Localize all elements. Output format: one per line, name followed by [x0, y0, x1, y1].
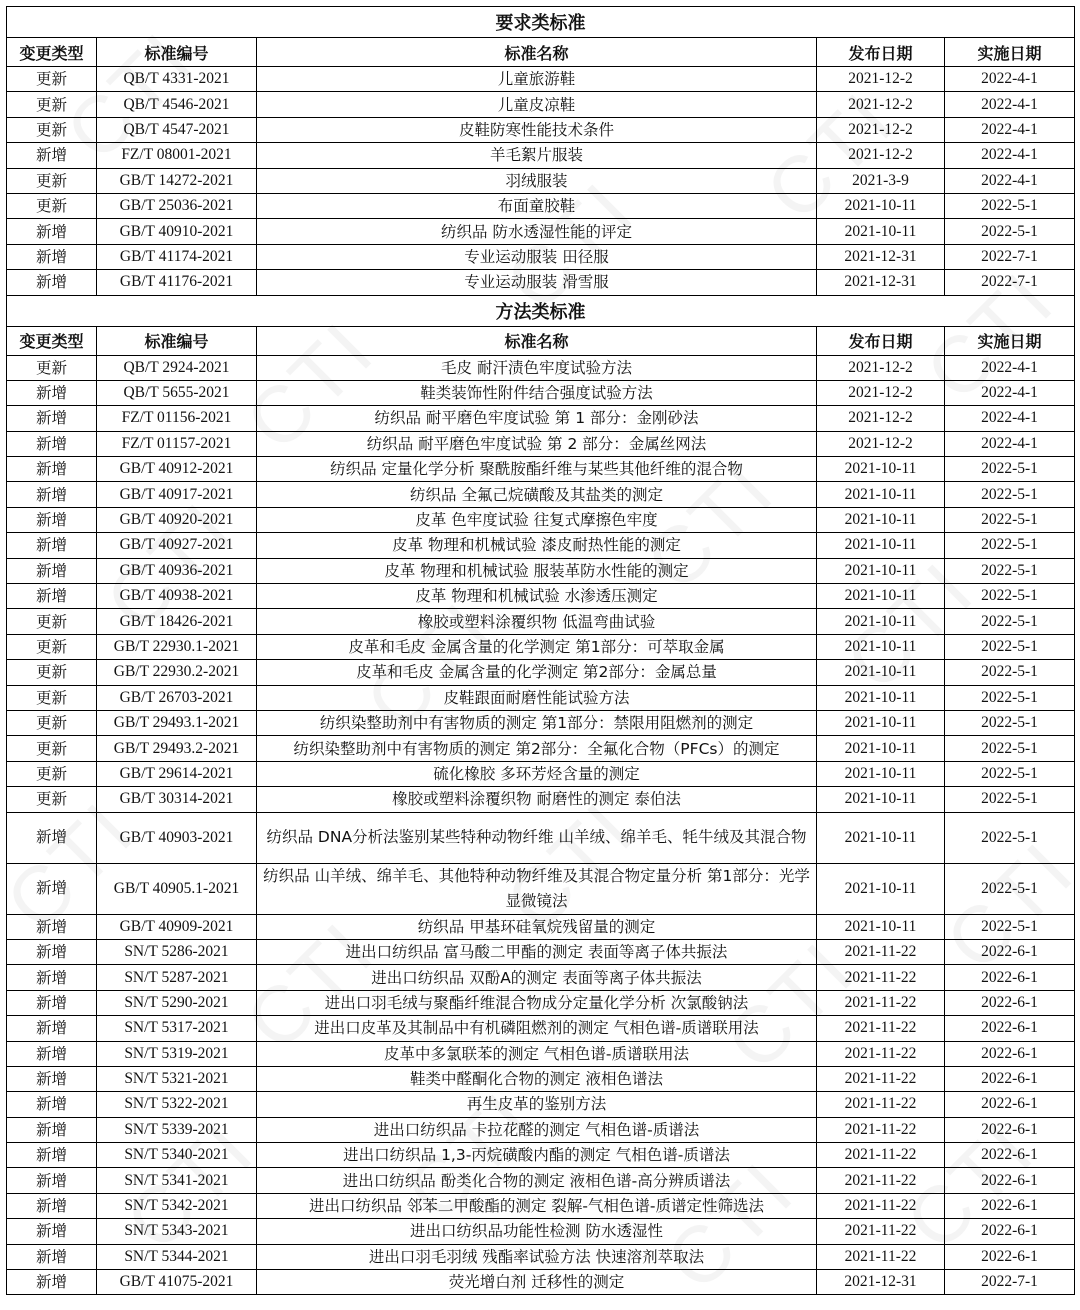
- standard-name-cell: 进出口纺织品 酚类化合物的测定 液相色谱-高分辨质谱法: [257, 1168, 817, 1193]
- change-type-cell: 新增: [7, 914, 97, 939]
- effective-date-cell: 2022-6-1: [945, 1143, 1075, 1168]
- publish-date-cell: 2021-11-22: [817, 1066, 945, 1091]
- change-type-cell: 更新: [7, 660, 97, 685]
- change-type-cell: 新增: [7, 1092, 97, 1117]
- standard-name-cell: 纺织染整助剂中有害物质的测定 第2部分：全氟化合物（PFCs）的测定: [257, 736, 817, 761]
- standard-name-cell: 皮革 物理和机械试验 漆皮耐热性能的测定: [257, 533, 817, 558]
- change-type-cell: 新增: [7, 380, 97, 405]
- effective-date-header: 实施日期: [945, 326, 1075, 355]
- publish-date-cell: 2021-11-22: [817, 1041, 945, 1066]
- table-row: [7, 168, 1075, 193]
- publish-date-cell: 2021-11-22: [817, 1244, 945, 1269]
- change-type-cell: 更新: [7, 355, 97, 380]
- publish-date-cell: 2021-10-11: [817, 863, 945, 914]
- publish-date-cell: 2021-12-31: [817, 244, 945, 269]
- standard-code-cell: GB/T 41075-2021: [97, 1270, 257, 1295]
- standard-code-cell: GB/T 30314-2021: [97, 787, 257, 812]
- effective-date-cell: 2022-6-1: [945, 990, 1075, 1015]
- standard-name-cell: 进出口纺织品 1,3-丙烷磺酸内酯的测定 气相色谱-质谱法: [257, 1143, 817, 1168]
- standard-name-cell: 纺织品 甲基环硅氧烷残留量的测定: [257, 914, 817, 939]
- standard-name-cell: 进出口纺织品功能性检测 防水透湿性: [257, 1219, 817, 1244]
- standard-name-cell: 皮革 物理和机械试验 服装革防水性能的测定: [257, 558, 817, 583]
- standard-code-cell: GB/T 40905.1-2021: [97, 863, 257, 914]
- standard-code-cell: SN/T 5290-2021: [97, 990, 257, 1015]
- change-type-cell: 更新: [7, 168, 97, 193]
- standard-name-cell: 橡胶或塑料涂覆织物 低温弯曲试验: [257, 609, 817, 634]
- publish-date-cell: 2021-3-9: [817, 168, 945, 193]
- change-type-cell: 新增: [7, 939, 97, 964]
- table-row: [7, 406, 1075, 431]
- publish-date-cell: 2021-10-11: [817, 710, 945, 735]
- publish-date-cell: 2021-10-11: [817, 558, 945, 583]
- standard-code-cell: GB/T 40910-2021: [97, 219, 257, 244]
- change-type-cell: 新增: [7, 406, 97, 431]
- table-row: [7, 67, 1075, 92]
- change-type-cell: 新增: [7, 270, 97, 295]
- section-title: 要求类标准: [7, 7, 1075, 38]
- publish-date-cell: 2021-11-22: [817, 939, 945, 964]
- table-row: [7, 380, 1075, 405]
- table-row: [7, 558, 1075, 583]
- standard-code-cell: GB/T 29493.2-2021: [97, 736, 257, 761]
- change-type-header: 变更类型: [7, 38, 97, 67]
- change-type-cell: 新增: [7, 965, 97, 990]
- table-row: [7, 482, 1075, 507]
- publish-date-cell: 2021-12-2: [817, 67, 945, 92]
- standards-table: [6, 6, 1075, 1295]
- effective-date-cell: 2022-6-1: [945, 1244, 1075, 1269]
- table-row: [7, 1219, 1075, 1244]
- change-type-cell: 更新: [7, 67, 97, 92]
- publish-date-cell: 2021-11-22: [817, 1219, 945, 1244]
- standard-code-cell: GB/T 18426-2021: [97, 609, 257, 634]
- standard-code-cell: GB/T 26703-2021: [97, 685, 257, 710]
- standard-name-cell: 橡胶或塑料涂覆织物 耐磨性的测定 泰伯法: [257, 787, 817, 812]
- publish-date-cell: 2021-11-22: [817, 1168, 945, 1193]
- standard-code-cell: QB/T 4331-2021: [97, 67, 257, 92]
- standard-name-cell: 进出口纺织品 富马酸二甲酯的测定 表面等离子体共振法: [257, 939, 817, 964]
- publish-date-cell: 2021-11-22: [817, 990, 945, 1015]
- publish-date-cell: 2021-11-22: [817, 1092, 945, 1117]
- effective-date-cell: 2022-5-1: [945, 584, 1075, 609]
- standard-code-cell: SN/T 5317-2021: [97, 1016, 257, 1041]
- section-title-row: [7, 7, 1075, 38]
- table-row: [7, 143, 1075, 168]
- standard-name-cell: 皮革 物理和机械试验 水渗透压测定: [257, 584, 817, 609]
- publish-date-cell: 2021-10-11: [817, 761, 945, 786]
- standard-name-cell: 进出口皮革及其制品中有机磷阻燃剂的测定 气相色谱-质谱联用法: [257, 1016, 817, 1041]
- change-type-cell: 新增: [7, 457, 97, 482]
- table-row: [7, 533, 1075, 558]
- change-type-cell: 更新: [7, 685, 97, 710]
- change-type-cell: 更新: [7, 117, 97, 142]
- standard-name-cell: 进出口纺织品 卡拉花醛的测定 气相色谱-质谱法: [257, 1117, 817, 1142]
- standard-code-cell: SN/T 5286-2021: [97, 939, 257, 964]
- effective-date-cell: 2022-6-1: [945, 1168, 1075, 1193]
- effective-date-cell: 2022-5-1: [945, 812, 1075, 863]
- standard-code-cell: GB/T 40909-2021: [97, 914, 257, 939]
- standard-code-cell: GB/T 40927-2021: [97, 533, 257, 558]
- standard-code-cell: QB/T 4546-2021: [97, 92, 257, 117]
- table-row: [7, 584, 1075, 609]
- effective-date-cell: 2022-5-1: [945, 660, 1075, 685]
- table-row: [7, 270, 1075, 295]
- standard-name-cell: 鞋类中醛酮化合物的测定 液相色谱法: [257, 1066, 817, 1091]
- standard-name-cell: 纺织品 防水透湿性能的评定: [257, 219, 817, 244]
- effective-date-cell: 2022-6-1: [945, 1066, 1075, 1091]
- table-header-row: [7, 326, 1075, 355]
- standard-name-cell: 进出口纺织品 双酚A的测定 表面等离子体共振法: [257, 965, 817, 990]
- standard-code-cell: GB/T 40917-2021: [97, 482, 257, 507]
- standard-name-cell: 荧光增白剂 迁移性的测定: [257, 1270, 817, 1295]
- effective-date-cell: 2022-4-1: [945, 143, 1075, 168]
- standard-code-header: 标准编号: [97, 38, 257, 67]
- standard-name-cell: 纺织染整助剂中有害物质的测定 第1部分：禁限用阻燃剂的测定: [257, 710, 817, 735]
- standard-name-cell: 纺织品 耐平磨色牢度试验 第 2 部分：金属丝网法: [257, 431, 817, 456]
- table-row: [7, 1117, 1075, 1142]
- standard-name-cell: 儿童皮凉鞋: [257, 92, 817, 117]
- standard-name-cell: 皮革中多氯联苯的测定 气相色谱-质谱联用法: [257, 1041, 817, 1066]
- effective-date-cell: 2022-6-1: [945, 939, 1075, 964]
- effective-date-header: 实施日期: [945, 38, 1075, 67]
- effective-date-cell: 2022-5-1: [945, 787, 1075, 812]
- standard-name-cell: 皮革和毛皮 金属含量的化学测定 第2部分：金属总量: [257, 660, 817, 685]
- table-row: [7, 244, 1075, 269]
- standard-code-cell: GB/T 29614-2021: [97, 761, 257, 786]
- table-row: [7, 685, 1075, 710]
- standard-name-cell: 再生皮革的鉴别方法: [257, 1092, 817, 1117]
- change-type-cell: 新增: [7, 1066, 97, 1091]
- effective-date-cell: 2022-5-1: [945, 914, 1075, 939]
- standard-name-header: 标准名称: [257, 38, 817, 67]
- standard-name-cell: 皮鞋防寒性能技术条件: [257, 117, 817, 142]
- change-type-cell: 更新: [7, 634, 97, 659]
- standard-code-cell: GB/T 40936-2021: [97, 558, 257, 583]
- effective-date-cell: 2022-7-1: [945, 1270, 1075, 1295]
- table-row: [7, 609, 1075, 634]
- publish-date-cell: 2021-10-11: [817, 609, 945, 634]
- change-type-cell: 新增: [7, 1117, 97, 1142]
- publish-date-cell: 2021-12-2: [817, 355, 945, 380]
- table-row: [7, 660, 1075, 685]
- standard-name-cell: 纺织品 山羊绒、绵羊毛、其他特种动物纤维及其混合物定量分析 第1部分：光学显微镜法: [257, 863, 817, 914]
- standard-code-header: 标准编号: [97, 326, 257, 355]
- change-type-cell: 更新: [7, 761, 97, 786]
- effective-date-cell: 2022-6-1: [945, 1117, 1075, 1142]
- change-type-cell: 新增: [7, 219, 97, 244]
- standard-code-cell: FZ/T 08001-2021: [97, 143, 257, 168]
- effective-date-cell: 2022-5-1: [945, 482, 1075, 507]
- table-row: [7, 457, 1075, 482]
- change-type-cell: 更新: [7, 92, 97, 117]
- publish-date-cell: 2021-11-22: [817, 1117, 945, 1142]
- effective-date-cell: 2022-5-1: [945, 219, 1075, 244]
- standard-code-cell: SN/T 5322-2021: [97, 1092, 257, 1117]
- table-row: [7, 1016, 1075, 1041]
- change-type-cell: 新增: [7, 1041, 97, 1066]
- section-title-row: [7, 295, 1075, 326]
- table-row: [7, 117, 1075, 142]
- effective-date-cell: 2022-6-1: [945, 965, 1075, 990]
- effective-date-cell: 2022-6-1: [945, 1193, 1075, 1218]
- table-row: [7, 92, 1075, 117]
- table-row: [7, 939, 1075, 964]
- effective-date-cell: 2022-4-1: [945, 168, 1075, 193]
- change-type-cell: 新增: [7, 584, 97, 609]
- standard-name-cell: 进出口羽毛羽绒 残酯率试验方法 快速溶剂萃取法: [257, 1244, 817, 1269]
- change-type-cell: 新增: [7, 1168, 97, 1193]
- effective-date-cell: 2022-5-1: [945, 634, 1075, 659]
- table-row: [7, 761, 1075, 786]
- change-type-cell: 新增: [7, 143, 97, 168]
- publish-date-cell: 2021-10-11: [817, 533, 945, 558]
- publish-date-cell: 2021-10-11: [817, 685, 945, 710]
- standard-code-cell: GB/T 29493.1-2021: [97, 710, 257, 735]
- effective-date-cell: 2022-4-1: [945, 406, 1075, 431]
- standard-name-cell: 纺织品 耐平磨色牢度试验 第 1 部分：金刚砂法: [257, 406, 817, 431]
- standard-name-cell: 毛皮 耐汗渍色牢度试验方法: [257, 355, 817, 380]
- standard-name-cell: 纺织品 全氟己烷磺酸及其盐类的测定: [257, 482, 817, 507]
- change-type-cell: 新增: [7, 558, 97, 583]
- table-row: [7, 219, 1075, 244]
- publish-date-cell: 2021-11-22: [817, 965, 945, 990]
- change-type-cell: 新增: [7, 431, 97, 456]
- section-title: 方法类标准: [7, 295, 1075, 326]
- standard-code-cell: GB/T 40912-2021: [97, 457, 257, 482]
- change-type-header: 变更类型: [7, 326, 97, 355]
- effective-date-cell: 2022-5-1: [945, 863, 1075, 914]
- change-type-cell: 新增: [7, 1244, 97, 1269]
- table-row: [7, 1092, 1075, 1117]
- standard-name-cell: 鞋类装饰性附件结合强度试验方法: [257, 380, 817, 405]
- change-type-cell: 新增: [7, 1219, 97, 1244]
- effective-date-cell: 2022-5-1: [945, 736, 1075, 761]
- change-type-cell: 新增: [7, 482, 97, 507]
- table-row: [7, 1066, 1075, 1091]
- effective-date-cell: 2022-5-1: [945, 710, 1075, 735]
- standard-name-cell: 皮革和毛皮 金属含量的化学测定 第1部分：可萃取金属: [257, 634, 817, 659]
- change-type-cell: 更新: [7, 193, 97, 218]
- table-row: [7, 990, 1075, 1015]
- publish-date-cell: 2021-10-11: [817, 193, 945, 218]
- change-type-cell: 新增: [7, 1143, 97, 1168]
- table-row: [7, 736, 1075, 761]
- standard-name-cell: 专业运动服装 滑雪服: [257, 270, 817, 295]
- standard-name-cell: 儿童旅游鞋: [257, 67, 817, 92]
- table-row: [7, 1168, 1075, 1193]
- publish-date-cell: 2021-12-2: [817, 143, 945, 168]
- change-type-cell: 新增: [7, 507, 97, 532]
- standard-code-cell: GB/T 40920-2021: [97, 507, 257, 532]
- publish-date-cell: 2021-12-2: [817, 380, 945, 405]
- publish-date-cell: 2021-11-22: [817, 1193, 945, 1218]
- standard-name-header: 标准名称: [257, 326, 817, 355]
- effective-date-cell: 2022-5-1: [945, 558, 1075, 583]
- standard-name-cell: 专业运动服装 田径服: [257, 244, 817, 269]
- standard-name-cell: 皮革 色牢度试验 往复式摩擦色牢度: [257, 507, 817, 532]
- standard-code-cell: QB/T 5655-2021: [97, 380, 257, 405]
- publish-date-cell: 2021-10-11: [817, 584, 945, 609]
- effective-date-cell: 2022-7-1: [945, 244, 1075, 269]
- change-type-cell: 新增: [7, 990, 97, 1015]
- standard-code-cell: QB/T 4547-2021: [97, 117, 257, 142]
- publish-date-cell: 2021-10-11: [817, 787, 945, 812]
- publish-date-cell: 2021-10-11: [817, 219, 945, 244]
- standard-code-cell: FZ/T 01156-2021: [97, 406, 257, 431]
- standard-code-cell: SN/T 5342-2021: [97, 1193, 257, 1218]
- effective-date-cell: 2022-5-1: [945, 609, 1075, 634]
- standard-name-cell: 纺织品 定量化学分析 聚酰胺酯纤维与某些其他纤维的混合物: [257, 457, 817, 482]
- publish-date-cell: 2021-10-11: [817, 634, 945, 659]
- change-type-cell: 新增: [7, 1016, 97, 1041]
- effective-date-cell: 2022-4-1: [945, 380, 1075, 405]
- publish-date-cell: 2021-12-2: [817, 406, 945, 431]
- table-row: [7, 1270, 1075, 1295]
- standard-code-cell: FZ/T 01157-2021: [97, 431, 257, 456]
- effective-date-cell: 2022-6-1: [945, 1016, 1075, 1041]
- publish-date-cell: 2021-12-31: [817, 1270, 945, 1295]
- standard-code-cell: SN/T 5340-2021: [97, 1143, 257, 1168]
- standard-code-cell: GB/T 14272-2021: [97, 168, 257, 193]
- effective-date-cell: 2022-4-1: [945, 117, 1075, 142]
- standard-code-cell: SN/T 5319-2021: [97, 1041, 257, 1066]
- effective-date-cell: 2022-5-1: [945, 533, 1075, 558]
- change-type-cell: 新增: [7, 244, 97, 269]
- table-row: [7, 914, 1075, 939]
- standard-code-cell: GB/T 41174-2021: [97, 244, 257, 269]
- publish-date-cell: 2021-12-2: [817, 117, 945, 142]
- change-type-cell: 更新: [7, 609, 97, 634]
- effective-date-cell: 2022-4-1: [945, 67, 1075, 92]
- effective-date-cell: 2022-6-1: [945, 1092, 1075, 1117]
- publish-date-cell: 2021-11-22: [817, 1143, 945, 1168]
- table-row: [7, 710, 1075, 735]
- table-row: [7, 965, 1075, 990]
- table-row: [7, 812, 1075, 863]
- table-row: [7, 634, 1075, 659]
- publish-date-cell: 2021-10-11: [817, 482, 945, 507]
- effective-date-cell: 2022-6-1: [945, 1219, 1075, 1244]
- change-type-cell: 新增: [7, 533, 97, 558]
- effective-date-cell: 2022-7-1: [945, 270, 1075, 295]
- standards-document: [6, 6, 1074, 1295]
- standard-code-cell: GB/T 22930.2-2021: [97, 660, 257, 685]
- standard-code-cell: SN/T 5339-2021: [97, 1117, 257, 1142]
- standard-name-cell: 羽绒服装: [257, 168, 817, 193]
- publish-date-cell: 2021-12-2: [817, 92, 945, 117]
- effective-date-cell: 2022-6-1: [945, 1041, 1075, 1066]
- standard-code-cell: SN/T 5287-2021: [97, 965, 257, 990]
- table-row: [7, 863, 1075, 914]
- table-row: [7, 355, 1075, 380]
- standard-code-cell: SN/T 5341-2021: [97, 1168, 257, 1193]
- effective-date-cell: 2022-5-1: [945, 507, 1075, 532]
- standard-code-cell: GB/T 22930.1-2021: [97, 634, 257, 659]
- table-row: [7, 431, 1075, 456]
- publish-date-cell: 2021-11-22: [817, 1016, 945, 1041]
- change-type-cell: 新增: [7, 1193, 97, 1218]
- change-type-cell: 新增: [7, 1270, 97, 1295]
- table-row: [7, 1041, 1075, 1066]
- standard-code-cell: GB/T 40938-2021: [97, 584, 257, 609]
- change-type-cell: 更新: [7, 710, 97, 735]
- standard-code-cell: GB/T 41176-2021: [97, 270, 257, 295]
- standards-table-body: [7, 7, 1075, 1295]
- publish-date-cell: 2021-12-31: [817, 270, 945, 295]
- standard-code-cell: GB/T 40903-2021: [97, 812, 257, 863]
- publish-date-cell: 2021-12-2: [817, 431, 945, 456]
- change-type-cell: 更新: [7, 736, 97, 761]
- standard-name-cell: 纺织品 DNA分析法鉴别某些特种动物纤维 山羊绒、绵羊毛、牦牛绒及其混合物: [257, 812, 817, 863]
- change-type-cell: 更新: [7, 787, 97, 812]
- publish-date-cell: 2021-10-11: [817, 914, 945, 939]
- standard-name-cell: 羊毛絮片服装: [257, 143, 817, 168]
- publish-date-cell: 2021-10-11: [817, 660, 945, 685]
- effective-date-cell: 2022-5-1: [945, 457, 1075, 482]
- change-type-cell: 新增: [7, 863, 97, 914]
- effective-date-cell: 2022-4-1: [945, 92, 1075, 117]
- effective-date-cell: 2022-4-1: [945, 431, 1075, 456]
- table-row: [7, 1193, 1075, 1218]
- table-header-row: [7, 38, 1075, 67]
- standard-code-cell: SN/T 5344-2021: [97, 1244, 257, 1269]
- effective-date-cell: 2022-5-1: [945, 193, 1075, 218]
- publish-date-header: 发布日期: [817, 38, 945, 67]
- standard-name-cell: 进出口羽毛绒与聚酯纤维混合物成分定量化学分析 次氯酸钠法: [257, 990, 817, 1015]
- publish-date-cell: 2021-10-11: [817, 457, 945, 482]
- standard-name-cell: 皮鞋跟面耐磨性能试验方法: [257, 685, 817, 710]
- publish-date-cell: 2021-10-11: [817, 507, 945, 532]
- table-row: [7, 787, 1075, 812]
- standard-name-cell: 布面童胶鞋: [257, 193, 817, 218]
- table-row: [7, 193, 1075, 218]
- publish-date-cell: 2021-10-11: [817, 812, 945, 863]
- effective-date-cell: 2022-5-1: [945, 685, 1075, 710]
- table-row: [7, 1143, 1075, 1168]
- standard-code-cell: SN/T 5321-2021: [97, 1066, 257, 1091]
- table-row: [7, 507, 1075, 532]
- standard-code-cell: GB/T 25036-2021: [97, 193, 257, 218]
- effective-date-cell: 2022-4-1: [945, 355, 1075, 380]
- table-row: [7, 1244, 1075, 1269]
- effective-date-cell: 2022-5-1: [945, 761, 1075, 786]
- publish-date-header: 发布日期: [817, 326, 945, 355]
- standard-code-cell: QB/T 2924-2021: [97, 355, 257, 380]
- standard-code-cell: SN/T 5343-2021: [97, 1219, 257, 1244]
- standard-name-cell: 进出口纺织品 邻苯二甲酸酯的测定 裂解-气相色谱-质谱定性筛选法: [257, 1193, 817, 1218]
- standard-name-cell: 硫化橡胶 多环芳烃含量的测定: [257, 761, 817, 786]
- publish-date-cell: 2021-10-11: [817, 736, 945, 761]
- change-type-cell: 新增: [7, 812, 97, 863]
